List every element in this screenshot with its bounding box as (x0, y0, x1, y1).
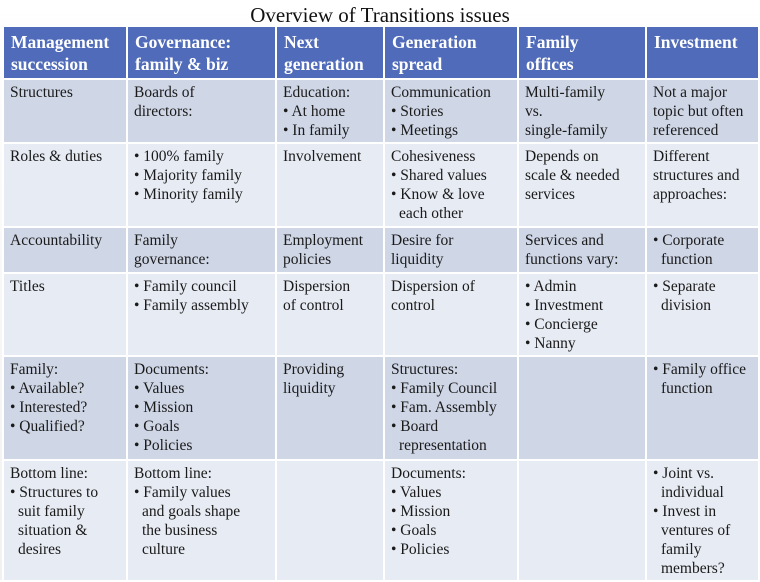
table-row-titles (3, 273, 759, 356)
table-cell: Dispersion of control (276, 273, 384, 356)
table-row-structures (3, 79, 759, 143)
table-cell: Accountability (3, 227, 127, 273)
table-cell: Education: • At home • In family (276, 79, 384, 143)
table-cell: Communication • Stories • Meetings (384, 79, 518, 143)
table-cell: Involvement (276, 143, 384, 227)
table-cell: • Corporate function (646, 227, 759, 273)
header-management-succession: Management succession (3, 27, 127, 79)
header-governance: Governance: family & biz (127, 27, 276, 79)
header-generation-spread: Generation spread (384, 27, 518, 79)
table-cell: Providing liquidity (276, 356, 384, 460)
table-cell: Desire for liquidity (384, 227, 518, 273)
table-cell: Cohesiveness • Shared values • Know & love each other (384, 143, 518, 227)
transitions-table (2, 27, 760, 582)
table-row-accountability (3, 227, 759, 273)
table-cell: Different structures and approaches: (646, 143, 759, 227)
table-cell: Family: • Available? • Interested? • Qualified? (3, 356, 127, 460)
table-row-family (3, 356, 759, 460)
table-cell: Titles (3, 273, 127, 356)
table-row-bottom-line (3, 460, 759, 581)
table-cell: Structures: • Family Council • Fam. Assembly • Board representation (384, 356, 518, 460)
table-cell: Multi-family vs. single-family (518, 79, 646, 143)
table-cell: • Family council • Family assembly (127, 273, 276, 356)
table-cell: • Admin • Investment • Concierge • Nanny (518, 273, 646, 356)
table-cell: • Separate division (646, 273, 759, 356)
table-cell-empty (518, 460, 646, 581)
table-cell: Depends on scale & needed services (518, 143, 646, 227)
table-cell: • 100% family • Majority family • Minority family (127, 143, 276, 227)
page-title: Overview of Transitions issues (250, 3, 510, 27)
table-cell: Structures (3, 79, 127, 143)
header-investment: Investment (646, 27, 759, 79)
table-row-roles-duties (3, 143, 759, 227)
table-cell: • Family office function (646, 356, 759, 460)
table-cell: Roles & duties (3, 143, 127, 227)
table-cell: Dispersion of control (384, 273, 518, 356)
table-cell: Documents: • Values • Mission • Goals • Policies (127, 356, 276, 460)
header-next-generation: Next generation (276, 27, 384, 79)
table-cell: Family governance: (127, 227, 276, 273)
table-cell: • Joint vs. individual • Invest in ventures of family members? (646, 460, 759, 581)
table-cell-empty (518, 356, 646, 460)
table-cell: Employment policies (276, 227, 384, 273)
header-family-offices: Family offices (518, 27, 646, 79)
table-cell: Boards of directors: (127, 79, 276, 143)
table-cell: Documents: • Values • Mission • Goals • Policies (384, 460, 518, 581)
table-cell-empty (276, 460, 384, 581)
header-row (3, 27, 759, 79)
table-cell: Not a major topic but often referenced (646, 79, 759, 143)
table-cell: Bottom line: • Family values and goals shape the business culture (127, 460, 276, 581)
table-cell: Services and functions vary: (518, 227, 646, 273)
table-cell: Bottom line: • Structures to suit family situation & desires (3, 460, 127, 581)
